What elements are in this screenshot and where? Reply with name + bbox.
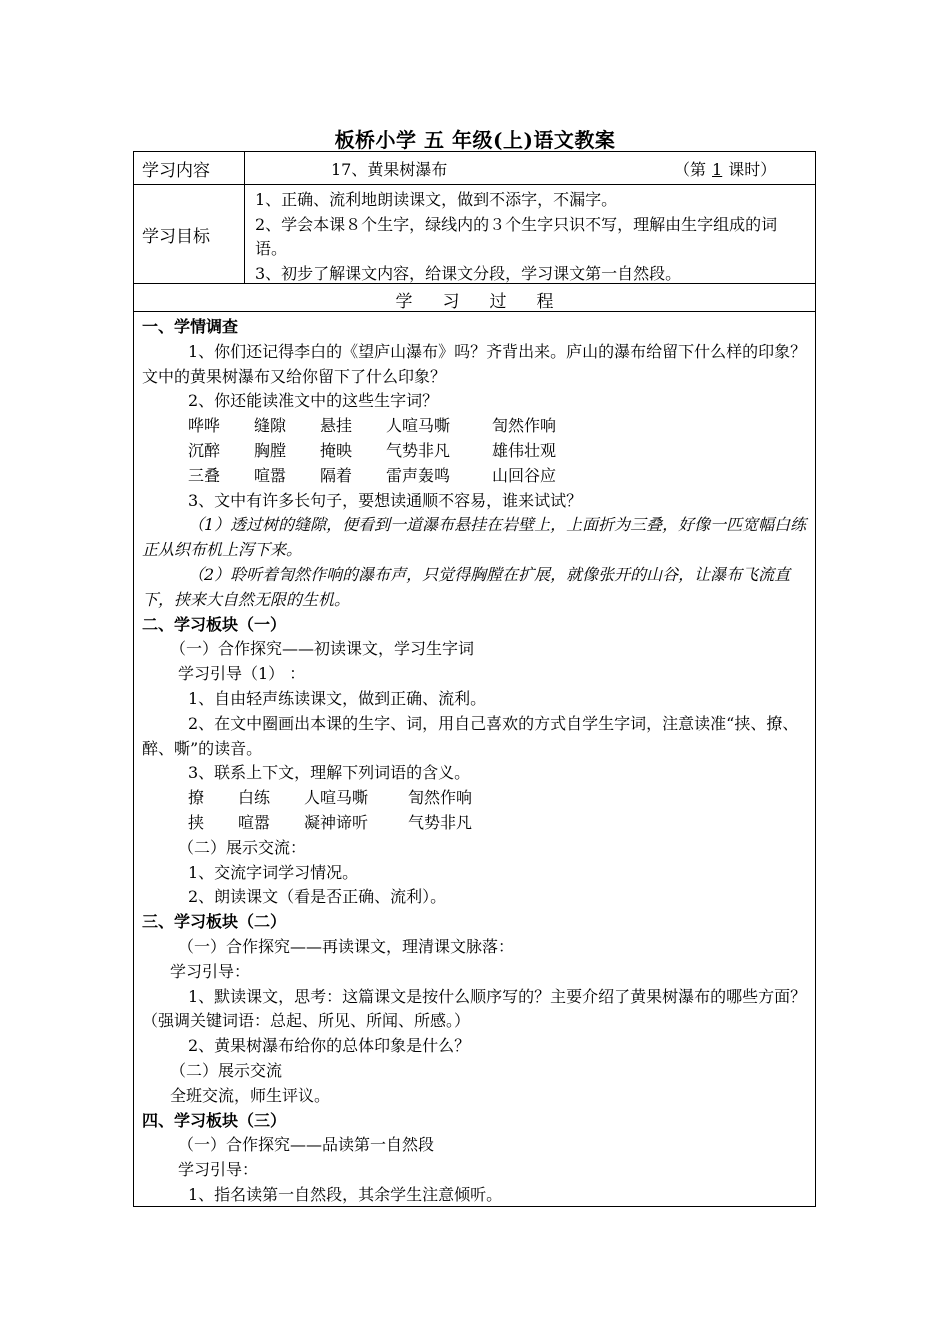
word-row xyxy=(142,786,809,811)
content-row xyxy=(134,152,815,185)
subsection-title: （二）展示交流： xyxy=(178,837,307,857)
guide-label: 学习引导（1） ： xyxy=(178,664,306,684)
subsection-title: （二）展示交流 xyxy=(170,1060,283,1080)
word: 山回谷应 xyxy=(492,465,557,485)
word: 訇然作响 xyxy=(492,416,557,436)
word: 胸膛 xyxy=(254,440,287,460)
paragraph: 全班交流，师生评议。 xyxy=(170,1085,331,1105)
subsection-title: （一）合作探究——品读第一自然段 xyxy=(178,1135,435,1155)
word: 喧嚣 xyxy=(238,812,271,832)
lesson-period xyxy=(674,157,776,180)
word: 挟 xyxy=(188,812,205,832)
lesson-plan-table xyxy=(133,151,816,1207)
guide-label: 学习引导： xyxy=(178,1160,259,1180)
subsection-title: （一）合作探究——初读课文，学习生字词 xyxy=(170,639,475,659)
content-label: 学习内容 xyxy=(134,152,245,184)
guide-label: 学习引导： xyxy=(170,961,251,981)
process-header-row xyxy=(134,284,815,312)
word-row xyxy=(142,464,809,489)
word: 雄伟壮观 xyxy=(492,440,557,460)
section-title: 四、学习板块（三） xyxy=(142,1110,287,1130)
subsection-title: （一）合作探究——再读课文，理清课文脉落： xyxy=(178,936,515,956)
goals-list xyxy=(255,188,809,286)
paragraph: 3、联系上下文，理解下列词语的含义。 xyxy=(188,763,471,783)
paragraph: 2、在文中圈画出本课的生字、词，用自己喜欢的方式自学生字词，注意读准“挟、撩、醉、嘶”的读音。 xyxy=(142,713,799,758)
word-row xyxy=(142,811,809,836)
section-title: 三、学习板块（二） xyxy=(142,912,287,932)
process-body xyxy=(142,315,809,1208)
word: 訇然作响 xyxy=(408,788,473,808)
paragraph: 1、默读课文，思考：这篇课文是按什么顺序写的？主要介绍了黄果树瀑布的哪些方面？（强调关键词语：总起、所见、所闻、所感。） xyxy=(142,986,807,1031)
paragraph: 2、黄果树瀑布给你的总体印象是什么？ xyxy=(188,1036,471,1056)
word: 掩映 xyxy=(320,440,353,460)
word: 撩 xyxy=(188,788,205,808)
word: 哗哗 xyxy=(188,416,221,436)
word: 气势非凡 xyxy=(408,812,473,832)
word: 隔着 xyxy=(320,465,353,485)
goal-item: 1、正确、流利地朗读课文，做到不添字，不漏字。 xyxy=(255,190,618,209)
paragraph: 1、自由轻声练读课文，做到正确、流利。 xyxy=(188,688,487,708)
section-title: 二、学习板块（一） xyxy=(142,614,287,634)
period-number: 1 xyxy=(712,160,723,179)
word: 沉醉 xyxy=(188,440,221,460)
word: 喧嚣 xyxy=(254,465,287,485)
lesson-title: 17、黄果树瀑布 xyxy=(331,160,448,179)
word: 气势非凡 xyxy=(386,440,451,460)
period-prefix: （第 xyxy=(674,160,707,179)
paragraph: 1、指名读第一自然段，其余学生注意倾听。 xyxy=(188,1184,503,1204)
quote-sentence: （1）透过树的缝隙，便看到一道瀑布悬挂在岩壁上，上面折为三叠，好像一匹宽幅白练正从织布机上泻下来。 xyxy=(142,515,807,560)
paragraph: 1、交流字词学习情况。 xyxy=(188,862,359,882)
word: 雷声轰鸣 xyxy=(386,465,451,485)
paragraph: 3、文中有许多长句子，要想读通顺不容易，谁来试试？ xyxy=(188,490,583,510)
goal-item: 3、初步了解课文内容，给课文分段，学习课文第一自然段。 xyxy=(255,263,682,283)
process-header: 学习过程 xyxy=(395,292,584,312)
paragraph: 1、你们还记得李白的《望庐山瀑布》吗？齐背出来。庐山的瀑布给留下什么样的印象？文中的黄果树瀑布又给你留下了什么印象？ xyxy=(142,341,807,386)
goals-row xyxy=(134,185,815,284)
document-title: 板桥小学 五 年级(上)语文教案 xyxy=(334,128,616,152)
section-title: 一、学情调查 xyxy=(142,317,239,336)
word: 人喧马嘶 xyxy=(304,788,369,808)
word: 三叠 xyxy=(188,465,221,485)
word: 缝隙 xyxy=(254,416,287,436)
word: 悬挂 xyxy=(320,416,353,436)
quote-sentence: （2）聆听着訇然作响的瀑布声，只觉得胸膛在扩展，就像张开的山谷，让瀑布飞流直下，挟来大自然无限的生机。 xyxy=(142,564,791,609)
word: 人喧马嘶 xyxy=(386,416,451,436)
paragraph: 2、朗读课文（看是否正确、流利）。 xyxy=(188,887,447,907)
period-suffix: 课时） xyxy=(728,160,777,179)
goal-item: 2、学会本课８个生字，绿线内的３个生字只识不写，理解由生字组成的词语。 xyxy=(255,214,778,258)
goals-label: 学习目标 xyxy=(134,185,245,283)
word: 凝神谛听 xyxy=(304,812,369,832)
word-row xyxy=(142,439,809,464)
word: 白练 xyxy=(238,788,271,808)
word-row xyxy=(142,414,809,439)
paragraph: 2、你还能读准文中的这些生字词？ xyxy=(188,391,439,411)
